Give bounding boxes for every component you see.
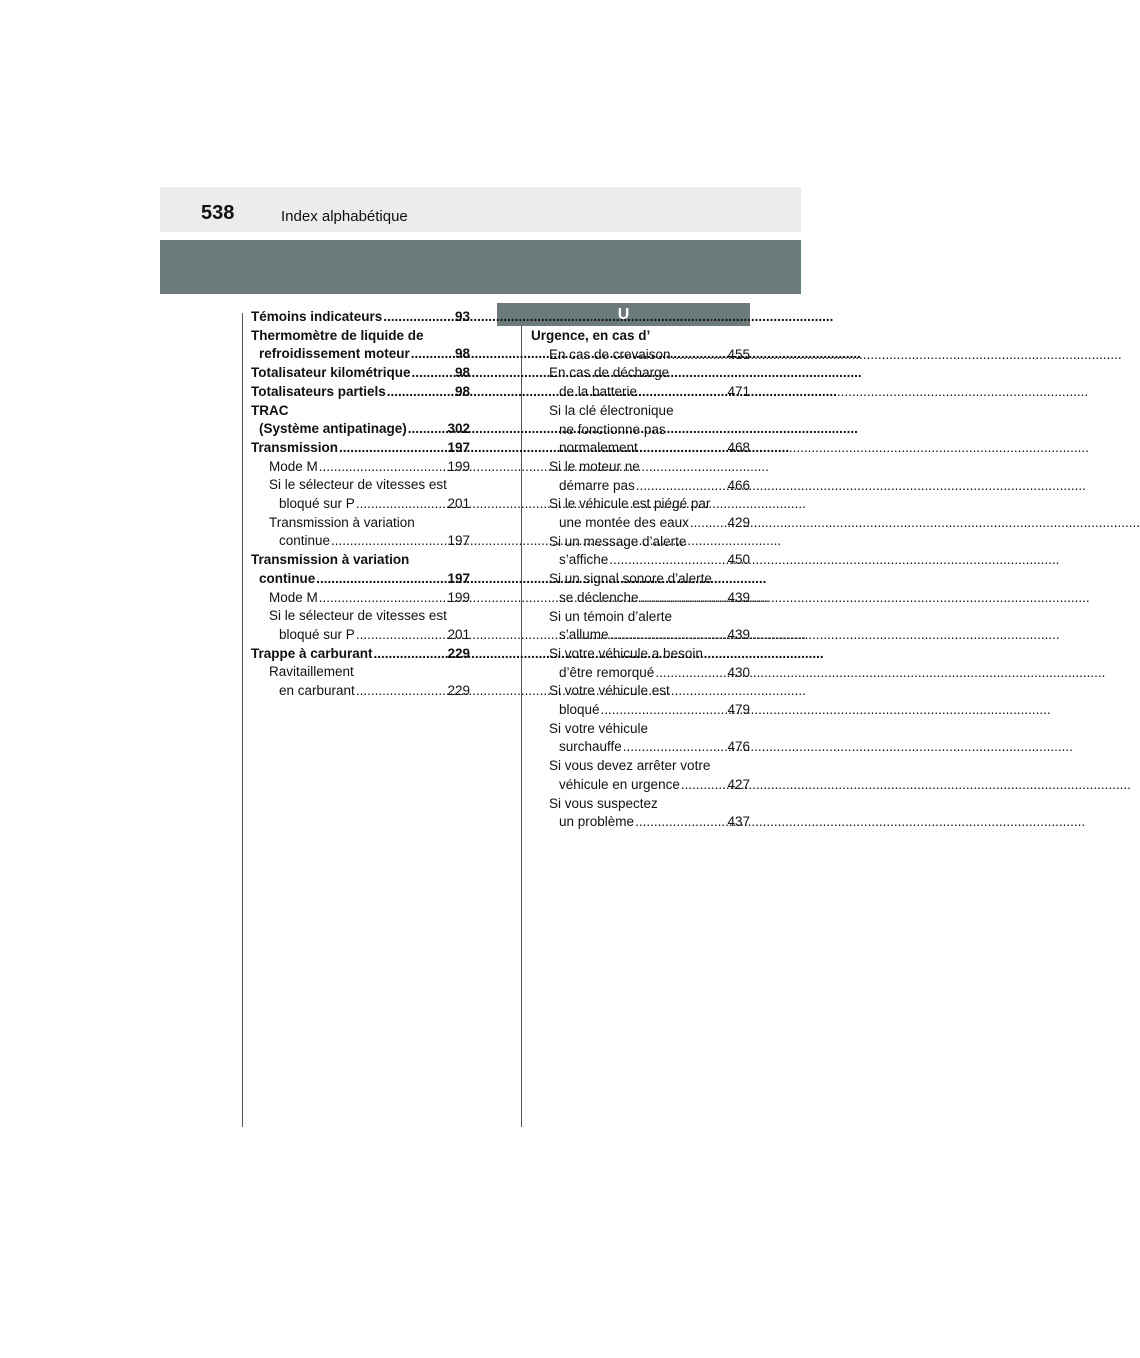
dot-leader (636, 477, 727, 496)
index-entry (251, 626, 470, 645)
index-entry (251, 663, 470, 682)
entry-page-number: 468 (727, 440, 750, 456)
entry-label: Mode M (269, 458, 318, 474)
entry-page-number: 430 (727, 664, 750, 680)
entry-label: véhicule en urgence (559, 776, 680, 792)
index-entry (251, 458, 470, 477)
header-band (160, 187, 801, 232)
entry-page-number: 98 (454, 383, 470, 399)
entry-page-number: 197 (447, 533, 470, 549)
index-entry (251, 607, 470, 626)
dot-leader (635, 813, 726, 832)
entry-label: Ravitaillement (269, 664, 354, 680)
entry-label: s’affiche (559, 552, 609, 568)
entry-label: Témoins indicateurs (251, 309, 383, 324)
dot-leader (681, 776, 727, 795)
entry-label: Totalisateurs partiels (251, 383, 386, 399)
entry-page-number: 439 (727, 589, 750, 605)
index-column-right (531, 327, 750, 832)
dot-leader (331, 532, 446, 551)
entry-page-number: 455 (727, 346, 750, 362)
dot-leader (412, 364, 454, 383)
entry-label: Si un signal sonore d’alerte (549, 571, 712, 587)
index-entry (251, 551, 470, 570)
dot-leader (319, 458, 447, 477)
dot-leader (640, 589, 727, 608)
entry-page-number: 476 (727, 739, 750, 755)
dot-leader (316, 570, 446, 589)
entry-label: Urgence, en cas d’ (531, 328, 651, 343)
entry-label: surchauffe (559, 739, 622, 755)
entry-page-number: 302 (447, 421, 470, 437)
index-entry (531, 346, 750, 365)
dot-leader (383, 308, 454, 327)
index-entry (531, 551, 750, 570)
index-entry (531, 402, 750, 421)
entry-label: Si votre véhicule a besoin (549, 645, 703, 661)
entry-label: bloqué (559, 702, 600, 718)
entry-page-number: 479 (727, 702, 750, 718)
index-entry (251, 327, 470, 346)
index-entry (531, 776, 750, 795)
dot-leader (623, 738, 727, 757)
index-entry (531, 701, 750, 720)
entry-label: Si votre véhicule est (549, 683, 670, 699)
dark-band (160, 240, 801, 294)
section-title: Index alphabétique (281, 208, 408, 225)
dot-leader (690, 514, 727, 533)
index-entry (531, 626, 750, 645)
index-entry (531, 570, 750, 589)
entry-label: Si le moteur ne (549, 458, 640, 474)
entry-label: En cas de décharge (549, 365, 670, 381)
index-entry (251, 495, 470, 514)
entry-label: Si vous suspectez (549, 795, 658, 811)
dot-leader (655, 664, 726, 683)
dot-leader (638, 383, 726, 402)
entry-label: TRAC (251, 402, 289, 418)
entry-label: d’être remorqué (559, 664, 655, 680)
dot-leader (339, 439, 446, 458)
entry-label: démarre pas (559, 477, 635, 493)
index-entry (251, 532, 470, 551)
index-entry (251, 476, 470, 495)
index-entry (531, 421, 750, 440)
entry-label: bloqué sur P (279, 626, 355, 642)
index-entry (251, 514, 470, 533)
entry-page-number: 199 (447, 458, 470, 474)
index-column-left (251, 308, 470, 701)
entry-label: ne fonctionne pas (559, 421, 666, 437)
index-entry (251, 589, 470, 608)
index-entry (531, 813, 750, 832)
index-entry (531, 364, 750, 383)
entry-label: s’allume (559, 627, 609, 643)
entry-label: de la batterie (559, 384, 638, 400)
index-entry (251, 345, 470, 364)
index-entry (531, 757, 750, 776)
letter-header-u: U (497, 303, 750, 326)
index-entry (531, 664, 750, 683)
dot-leader (672, 346, 727, 365)
dot-leader (387, 383, 454, 402)
index-entry (531, 514, 750, 533)
entry-label: une montée des eaux (559, 515, 689, 531)
dot-leader (610, 626, 727, 645)
index-entry (531, 477, 750, 496)
index-entry (531, 682, 750, 701)
page-number: 538 (201, 202, 235, 224)
entry-label: bloqué sur P (279, 496, 355, 512)
entry-page-number: 197 (447, 570, 470, 586)
entry-label: en carburant (279, 683, 355, 699)
dot-leader (356, 682, 447, 701)
entry-label: un problème (559, 814, 635, 830)
entry-page-number: 199 (447, 589, 470, 605)
index-entry (531, 645, 750, 664)
entry-label: Si la clé électronique (549, 402, 674, 418)
dot-leader (408, 420, 447, 439)
dot-leader (319, 589, 447, 608)
index-entry (531, 533, 750, 552)
entry-label: Mode M (269, 589, 318, 605)
entry-label: Si le sélecteur de vitesses est (269, 608, 447, 624)
dot-leader (374, 645, 447, 664)
entry-page-number: 201 (447, 626, 470, 642)
index-entry (531, 795, 750, 814)
index-entry (531, 439, 750, 458)
entry-label: Si votre véhicule (549, 720, 649, 736)
index-entry (251, 308, 470, 327)
entry-page-number: 98 (454, 346, 470, 362)
entry-page-number: 201 (447, 496, 470, 512)
entry-page-number: 229 (447, 683, 470, 699)
entry-page-number: 93 (454, 309, 470, 324)
index-entry (251, 402, 470, 421)
entry-page-number: 98 (454, 365, 470, 381)
dot-leader (601, 701, 727, 720)
entry-label: Transmission à variation (269, 514, 415, 530)
index-entry (251, 383, 470, 402)
entry-page-number: 197 (447, 439, 470, 455)
entry-label: Thermomètre de liquide de (251, 327, 424, 343)
index-entry (531, 458, 750, 477)
index-entry (531, 383, 750, 402)
entry-label: Transmission (251, 439, 339, 455)
dot-leader (411, 345, 454, 364)
entry-page-number: 229 (447, 645, 470, 661)
index-entry (531, 327, 750, 346)
entry-label: Si le véhicule est piégé par (549, 496, 711, 512)
entry-page-number: 439 (727, 627, 750, 643)
entry-page-number: 450 (727, 552, 750, 568)
entry-label: Si vous devez arrêter votre (549, 758, 711, 774)
index-entry (251, 439, 470, 458)
entry-label: normalement (559, 440, 638, 456)
entry-label: continue (279, 533, 331, 549)
entry-label: Si un message d’alerte (549, 533, 687, 549)
entry-page-number: 437 (727, 814, 750, 830)
index-entry (531, 495, 750, 514)
entry-label: (Système antipatinage) (259, 421, 407, 437)
index-entry (531, 720, 750, 739)
entry-label: Si le sélecteur de vitesses est (269, 477, 447, 493)
entry-label: Si un témoin d’alerte (549, 608, 673, 624)
index-entry (251, 682, 470, 701)
entry-page-number: 466 (727, 477, 750, 493)
entry-label: Totalisateur kilométrique (251, 365, 411, 381)
left-column-rule (242, 313, 243, 1127)
entry-page-number: 427 (727, 776, 750, 792)
entry-page-number: 471 (727, 384, 750, 400)
index-entry (531, 738, 750, 757)
entry-label: Transmission à variation (251, 552, 410, 568)
dot-leader (639, 439, 727, 458)
index-entry (251, 570, 470, 589)
entry-label: En cas de crevaison (549, 346, 671, 362)
entry-label: Trappe à carburant (251, 645, 373, 661)
dot-leader (356, 626, 447, 645)
entry-label: continue (259, 570, 316, 586)
index-entry (531, 608, 750, 627)
dot-leader (356, 495, 447, 514)
index-entry (531, 589, 750, 608)
dot-leader (609, 551, 726, 570)
entry-page-number: 429 (727, 515, 750, 531)
index-entry (251, 364, 470, 383)
entry-label: se déclenche (559, 589, 639, 605)
index-entry (251, 645, 470, 664)
entry-label: refroidissement moteur (259, 346, 410, 362)
index-entry (251, 420, 470, 439)
